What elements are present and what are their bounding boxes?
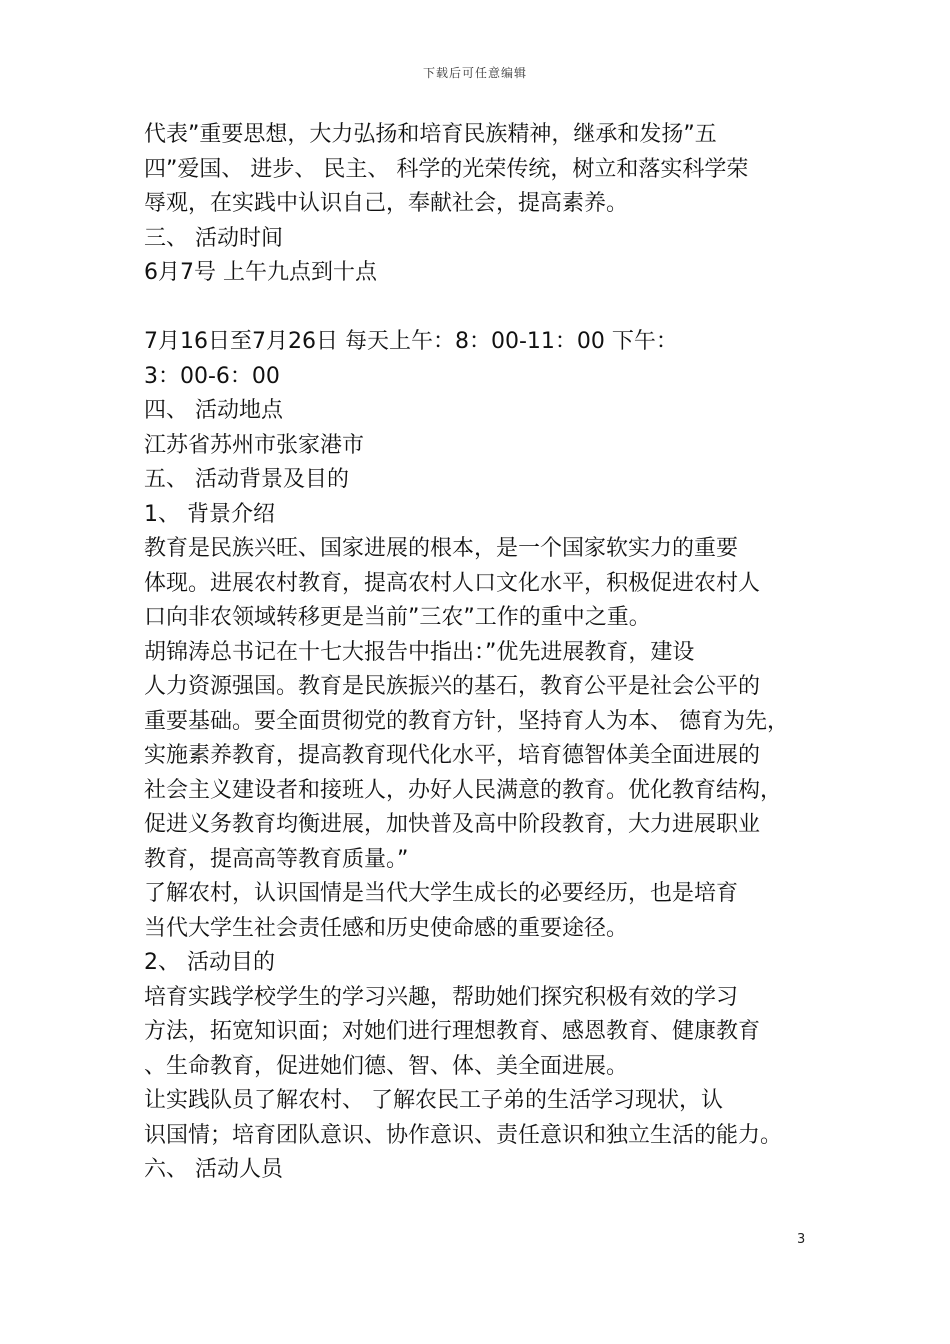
- page-number: 3: [797, 1232, 806, 1247]
- body-line: 重要基础。要全面贯彻党的教育方针，坚持育人为本、 德育为先，: [144, 708, 789, 734]
- body-line: 社会主义建设者和接班人，办好人民满意的教育。优化教育结构，: [144, 777, 783, 803]
- blank-line: [144, 291, 824, 326]
- body-line: 培育实践学校学生的学习兴趣，帮助她们探究积极有效的学习: [144, 984, 739, 1010]
- body-line: 促进义务教育均衡进展，加快普及高中阶段教育，大力进展职业: [144, 812, 761, 837]
- section-heading-background: 五、 活动背景及目的: [144, 467, 349, 492]
- subsection-heading-purpose: 2、 活动目的: [144, 950, 275, 975]
- body-line: 识国情；培育团队意识、协作意识、责任意识和独立生活的能力。: [144, 1122, 783, 1148]
- body-line: 、生命教育，促进她们德、智、体、美全面进展。: [144, 1053, 629, 1079]
- section-heading-time: 三、 活动时间: [144, 225, 283, 251]
- body-line: 江苏省苏州市张家港市: [144, 432, 365, 458]
- body-line: 教育是民族兴旺、国家进展的根本，是一个国家软实力的重要: [144, 536, 739, 561]
- body-line: 代表”重要思想，大力弘扬和培育民族精神，继承和发扬”五: [144, 122, 717, 147]
- body-line: 辱观，在实践中认识自己，奉献社会，提高素养。: [144, 191, 629, 216]
- section-heading-personnel: 六、 活动人员: [144, 1157, 283, 1182]
- body-line: 体现。进展农村教育，提高农村人口文化水平，积极促进农村人: [144, 570, 761, 596]
- body-line: 3：00-6：00: [144, 363, 280, 389]
- document-body: [144, 118, 824, 1188]
- body-line: 口向非农领域转移更是当前”三农”工作的重中之重。: [144, 605, 651, 630]
- body-line: 7月16日至7月26日 每天上午：8：00-11：00 下午：: [144, 329, 678, 354]
- body-line: 四”爱国、 进步、 民主、 科学的光荣传统，树立和落实科学荣: [144, 156, 749, 182]
- section-heading-location: 四、 活动地点: [144, 398, 283, 423]
- body-line: 胡锦涛总书记在十七大报告中指出：”优先进展教育，建设: [144, 639, 695, 665]
- body-line: 方法，拓宽知识面；对她们进行理想教育、感恩教育、健康教育: [144, 1019, 761, 1044]
- body-line: 实施素养教育，提高教育现代化水平，培育德智体美全面进展的: [144, 743, 761, 768]
- page-header: 下载后可任意编辑: [422, 66, 527, 80]
- body-line: 了解农村，认识国情是当代大学生成长的必要经历，也是培育: [144, 881, 739, 906]
- body-line: 让实践队员了解农村、 了解农民工子弟的生活学习现状，认: [144, 1088, 723, 1113]
- body-line: 6月7号 上午九点到十点: [144, 260, 377, 285]
- body-line: 当代大学生社会责任感和历史使命感的重要途径。: [144, 915, 629, 941]
- subsection-heading-intro: 1、 背景介绍: [144, 501, 275, 527]
- body-line: 教育，提高高等教育质量。”: [144, 846, 409, 872]
- body-line: 人力资源强国。教育是民族振兴的基石，教育公平是社会公平的: [144, 674, 761, 699]
